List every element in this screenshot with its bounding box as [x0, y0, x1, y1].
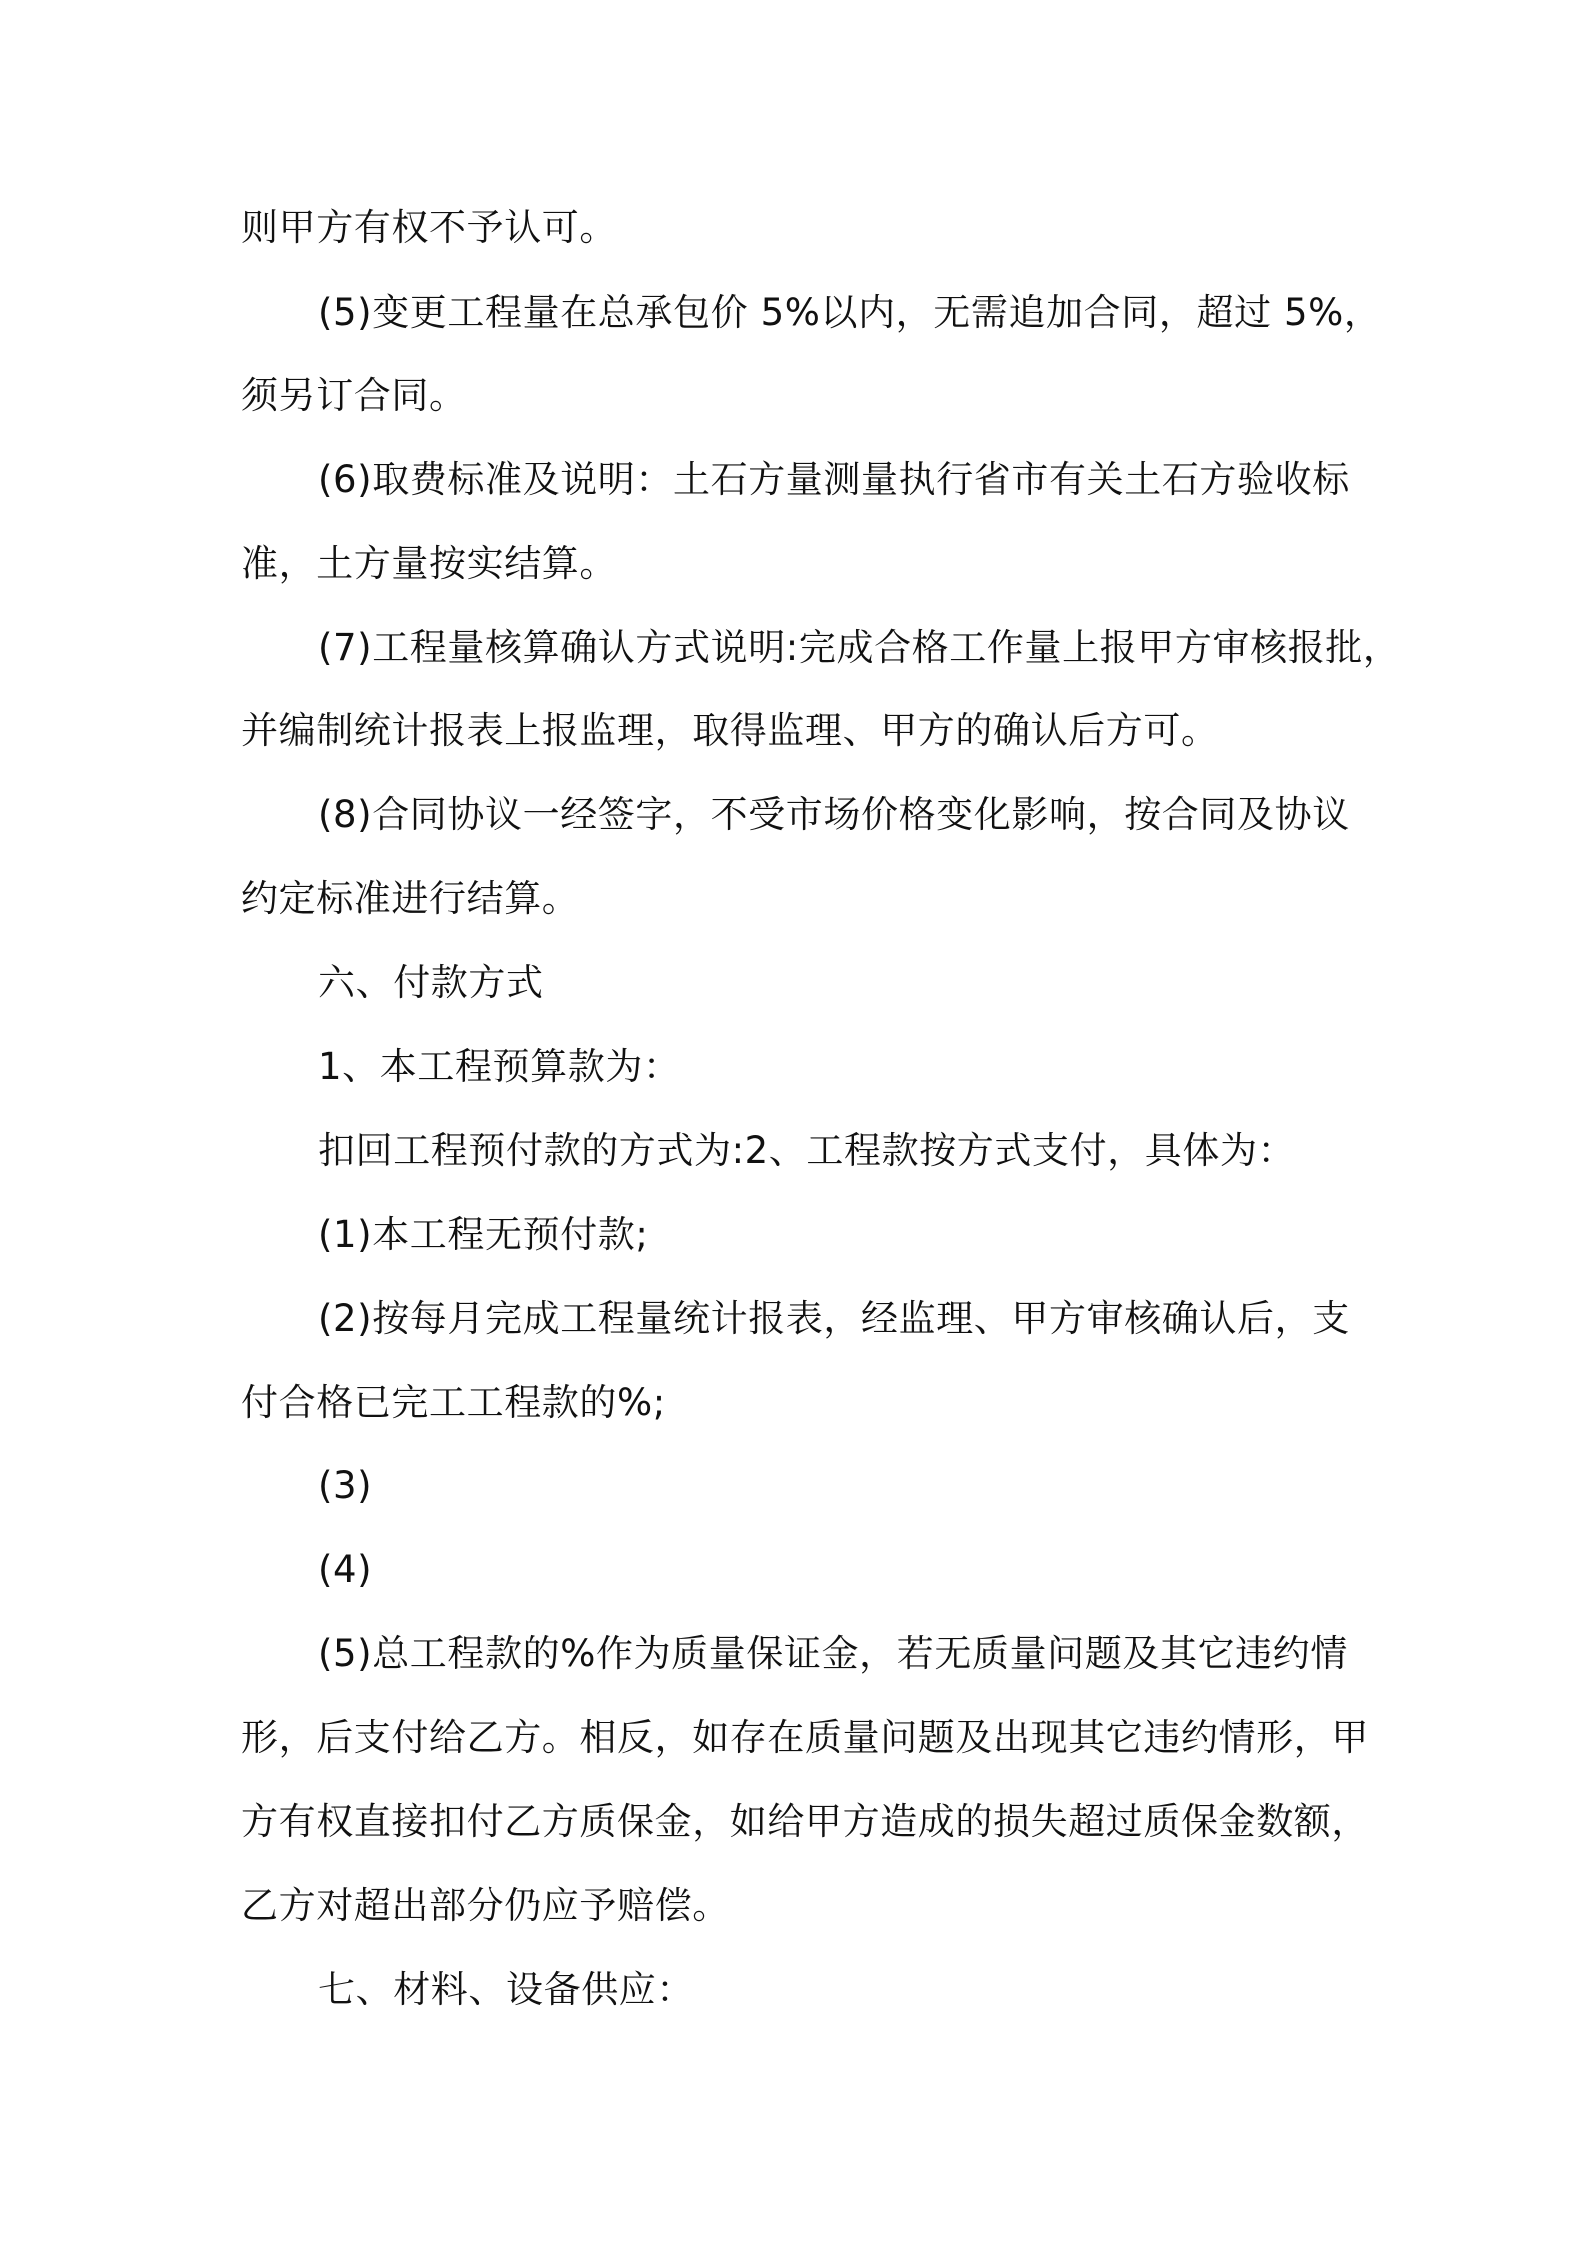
clause-6-fee-standard: (6)取费标准及说明：土石方量测量执行省市有关土石方验收标 — [318, 458, 1350, 501]
section-heading-payment: 六、付款方式 — [318, 961, 544, 1004]
text-line: 方有权直接扣付乙方质保金，如给甲方造成的损失超过质保金数额， — [241, 1800, 1369, 1843]
payment-subitem-2: (2)按每月完成工程量统计报表，经监理、甲方审核确认后，支 — [318, 1297, 1350, 1340]
text-line: 并编制统计报表上报监理，取得监理、甲方的确认后方可。 — [241, 709, 1219, 752]
payment-subitem-3: (3) — [318, 1464, 373, 1507]
text-line: 须另订合同。 — [241, 374, 467, 417]
payment-item-2: 扣回工程预付款的方式为:2、工程款按方式支付，具体为： — [318, 1129, 1296, 1172]
clause-7-quantity-verification: (7)工程量核算确认方式说明:完成合格工作量上报甲方审核报批， — [318, 626, 1401, 669]
text-line: 准，土方量按实结算。 — [241, 542, 617, 585]
payment-subitem-4: (4) — [318, 1548, 373, 1591]
payment-item-1: 1、本工程预算款为： — [318, 1045, 681, 1088]
text-line: 付合格已完工工程款的%; — [241, 1381, 666, 1424]
text-line: 乙方对超出部分仍应予赔偿。 — [241, 1884, 730, 1927]
text-line: 则甲方有权不予认可。 — [241, 206, 617, 249]
payment-subitem-5: (5)总工程款的%作为质量保证金，若无质量问题及其它违约情 — [318, 1632, 1348, 1675]
text-line: 约定标准进行结算。 — [241, 877, 580, 920]
clause-5-change-quantity: (5)变更工程量在总承包价 5%以内，无需追加合同，超过 5%， — [318, 291, 1382, 334]
text-line: 形，后支付给乙方。相反，如存在质量问题及出现其它违约情形，甲 — [241, 1716, 1369, 1759]
section-heading-materials: 七、材料、设备供应： — [318, 1968, 694, 2011]
clause-8-contract-signing: (8)合同协议一经签字，不受市场价格变化影响，按合同及协议 — [318, 793, 1350, 836]
payment-subitem-1: (1)本工程无预付款; — [318, 1213, 649, 1256]
